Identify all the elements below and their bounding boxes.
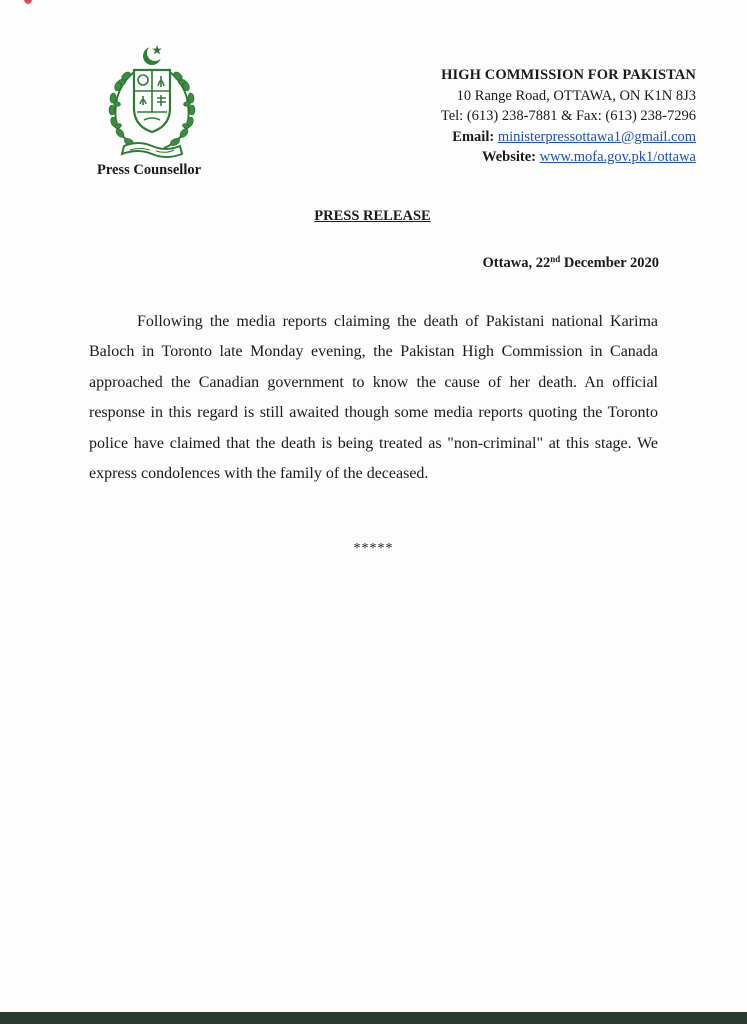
email-link[interactable]: ministerpressottawa1@gmail.com <box>497 128 696 145</box>
email-line <box>441 127 696 148</box>
end-mark: ***** <box>353 541 394 556</box>
corner-mark <box>24 0 32 4</box>
body-paragraph: Following the media reports claiming the death of Pakistani national Karima Baloch in Toronto late Monday evening, the Pakistan High Commission in Canada approached the Canadian government to know the cause of her death. An official response in this regard is still awaited though some media reports quoting the Toronto police have claimed that the death is being treated as "non-criminal" at this stage. We express condolences with the family of the deceased. <box>89 313 658 483</box>
date-prefix: Ottawa, 22 <box>482 255 551 271</box>
date-ordinal: nd <box>550 254 561 264</box>
office-label: Press Counsellor <box>97 162 202 178</box>
state-emblem-icon <box>104 42 200 164</box>
address-line: 10 Range Road, OTTAWA, ON K1N 8J3 <box>456 87 696 104</box>
dateline <box>483 255 659 272</box>
phone-fax-line: Tel: (613) 238-7881 & Fax: (613) 238-7296 <box>440 108 696 124</box>
document-title-text: PRESS RELEASE <box>314 208 431 224</box>
email-label: Email: <box>452 128 495 145</box>
website-link[interactable]: www.mofa.gov.pk1/ottawa <box>539 149 696 165</box>
shield-icon <box>134 70 170 132</box>
organization-name: HIGH COMMISSION FOR PAKISTAN <box>441 67 696 83</box>
letterhead-block <box>441 65 696 168</box>
website-line <box>441 147 696 168</box>
date-rest: December 2020 <box>560 255 659 271</box>
website-label: Website: <box>482 149 536 165</box>
footer-bar <box>0 1012 747 1024</box>
crescent-star-icon <box>143 45 163 65</box>
document-title <box>0 208 747 225</box>
